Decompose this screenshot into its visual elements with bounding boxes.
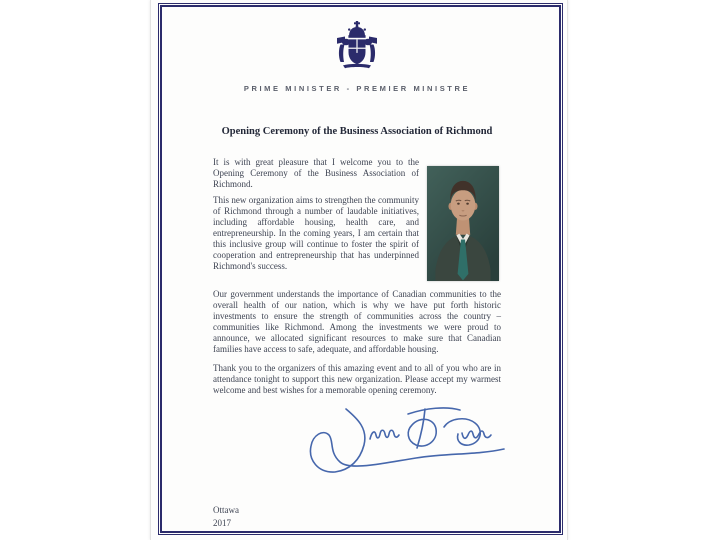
letter-title: Opening Ceremony of the Business Association of Richmond: [221, 126, 493, 137]
letter-paragraph-1: It is with great pleasure that I welcome you to the Opening Ceremony of the Business Association of Richmond.: [213, 157, 419, 189]
letter-paragraph-4: Thank you to the organizers of this amazing event and to all of you who are in attendance tonight to support this new organization. Please accept my warmest welcome and best wishes for a memorable opening ceremony.: [213, 363, 501, 395]
signature: [304, 403, 516, 479]
canada-coat-of-arms-icon: [336, 21, 378, 69]
letter-paragraph-2: This new organization aims to strengthen the community of Richmond through a number of laudable initiatives, including affordable housing, health care, and entrepreneurship. In the coming years, I am certain that this inclusive group will continue to foster the spirit of cooperation and entrepreneurship that has underpinned Richmond's success.: [213, 195, 419, 271]
letter-footer: [213, 504, 239, 529]
letter-page: [150, 0, 568, 540]
letter-paragraph-3: Our government understands the importance of Canadian communities to the overall health of our nation, which is why we have put forth historic investments to ensure the strength of communities across the country – communities like Richmond. Among the investments we were proud to announce, we allocated significant resources to make sure that Canadian families have access to safe, adequate, and affordable housing.: [213, 289, 501, 354]
letterhead-text: PRIME MINISTER - PREMIER MINISTRE: [243, 84, 471, 93]
portrait-photo: [427, 166, 499, 281]
footer-year: 2017: [213, 517, 231, 528]
footer-place: Ottawa: [213, 505, 239, 515]
